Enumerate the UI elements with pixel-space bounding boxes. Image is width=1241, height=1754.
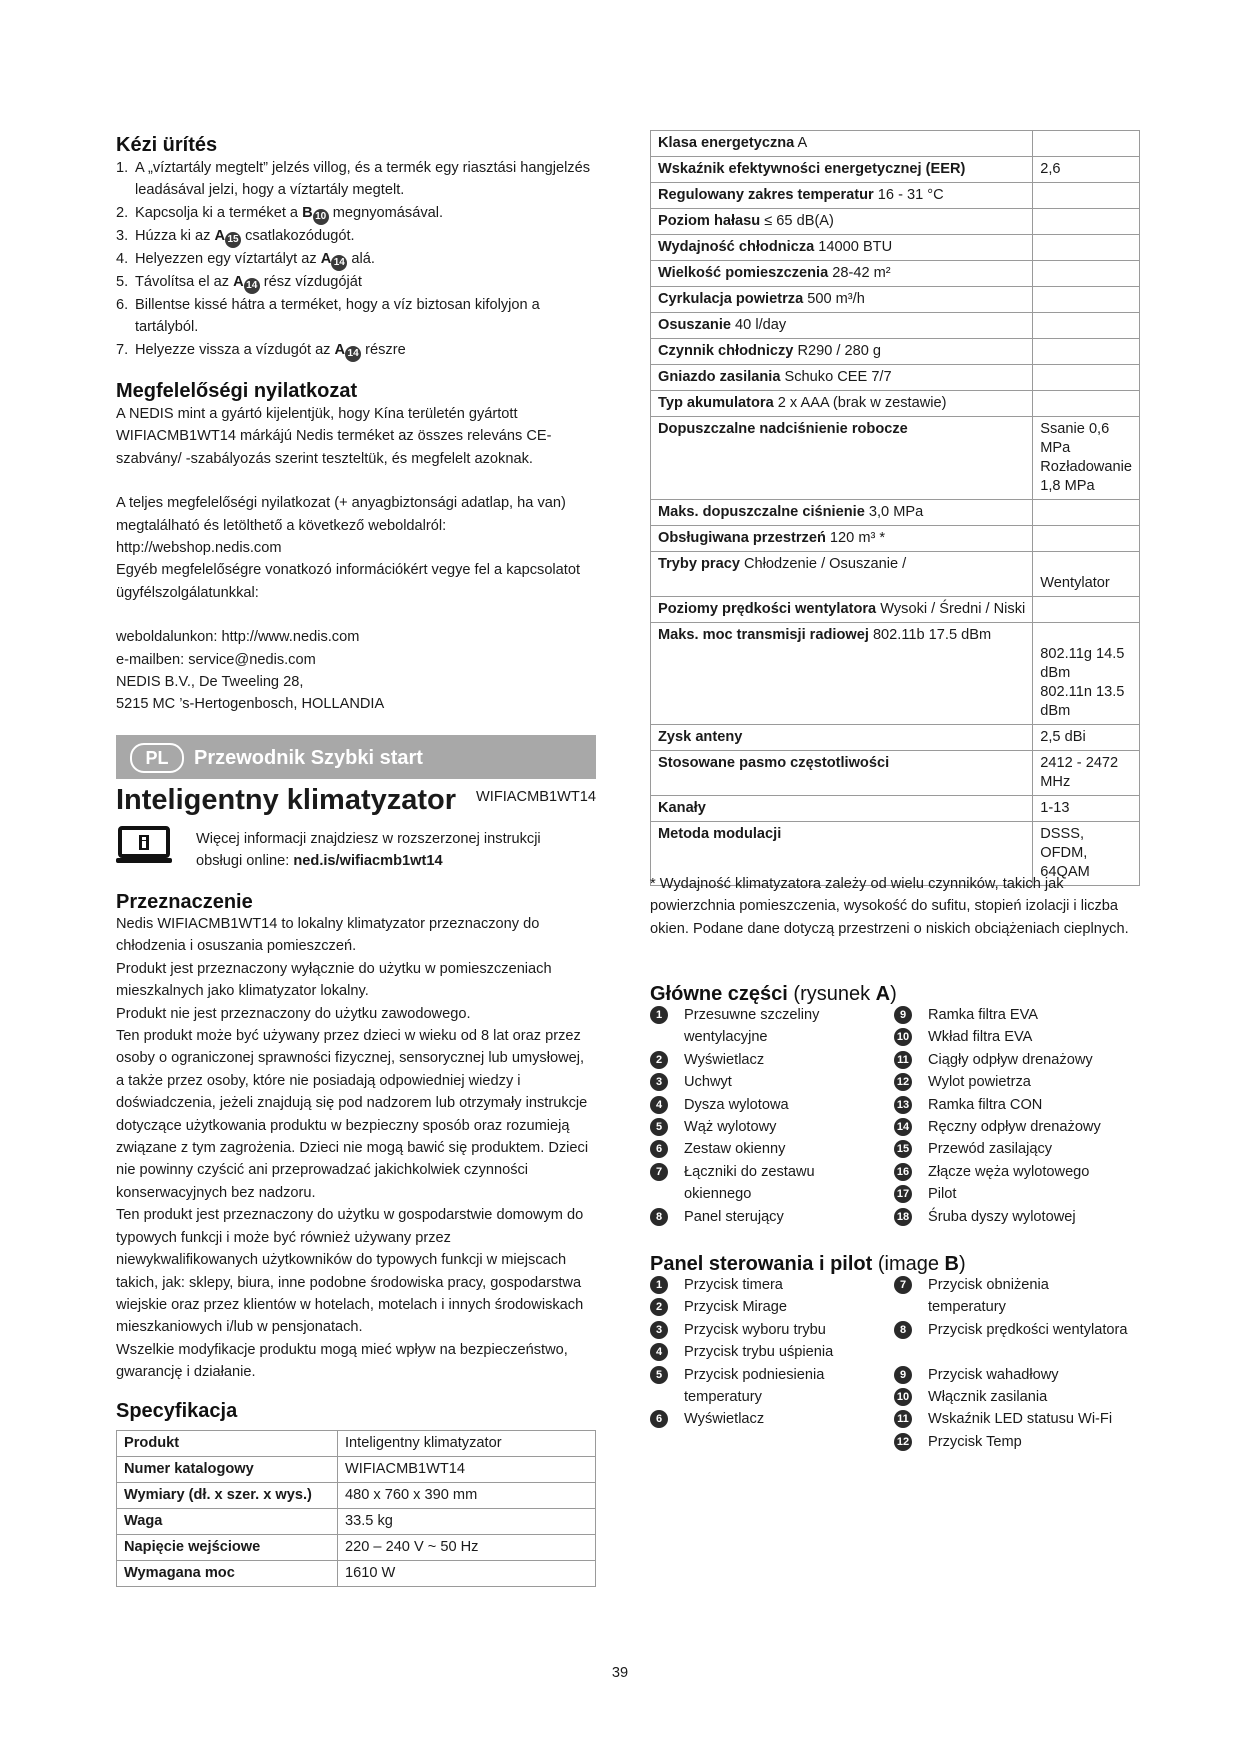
panel-label: Przycisk obniżenia temperatury [928,1277,1049,1316]
spec-key-cell [651,751,1033,796]
spec-value [1033,131,1140,157]
spec-row [651,157,1140,183]
parts-number: 14 [894,1118,912,1136]
parts-label: Ramka filtra CON [928,1096,1043,1113]
step-text: Kapcsolja ki a terméket a [135,204,303,221]
spec-value: 2,5 dBi [1033,725,1140,751]
spec-inline-value: 28-42 m² [828,265,891,281]
panel-number: 1 [650,1276,668,1294]
parts-title [650,982,1130,1006]
step-ref-number: 15 [225,232,241,248]
parts-number: 1 [650,1006,668,1024]
parts-number: 2 [650,1051,668,1069]
parts-number: 12 [894,1073,912,1091]
parts-number: 17 [894,1185,912,1203]
step-ref-number: 14 [331,255,347,271]
step-ref-letter: A [233,273,244,290]
spec-key: Tryby pracy [658,556,740,572]
parts-title-ref-end: ) [890,983,897,1005]
spec-key: Typ akumulatora [658,395,774,411]
panel-title-ref-end: ) [959,1253,966,1275]
spec-value [1033,261,1140,287]
parts-label: Śruba dyszy wylotowej [928,1208,1076,1225]
conformity-title: Megfelelőségi nyilatkozat [116,380,358,402]
step-text-end: megnyomásával. [328,204,444,221]
spec-key: Wymagana moc [117,1561,338,1587]
online-info-line [196,850,596,872]
parts-label: Przewód zasilający [928,1141,1053,1158]
step-text-end: részre [361,341,406,358]
banner-title: Przewodnik Szybki start [194,747,423,769]
spec-inline-value: 40 l/day [731,317,787,333]
product-title: Inteligentny klimatyzator [116,784,457,816]
spec-key-cell [651,597,1033,623]
spec-key-cell [651,287,1033,313]
spec-inline-value: 3,0 MPa [864,504,924,520]
spec-row [651,183,1140,209]
spec-value [1033,183,1140,209]
spec-row [651,261,1140,287]
spec-row [117,1431,596,1457]
laptop-info-icon [116,826,172,866]
online-info [196,828,596,873]
spec-row [651,597,1140,623]
parts-number: 7 [650,1163,668,1181]
purpose-title: Przeznaczenie [116,891,253,913]
parts-number: 18 [894,1208,912,1226]
spec-row [117,1535,596,1561]
step-item [116,271,596,294]
spec-key-cell [651,526,1033,552]
panel-label: Wskaźnik LED statusu Wi-Fi [928,1411,1113,1428]
panel-number: 3 [650,1321,668,1339]
spec-inline-value: 14000 BTU [814,239,893,255]
spec-key: Poziomy prędkości wentylatora [658,601,877,617]
spec-value: 1610 W [338,1561,596,1587]
spec-row [651,313,1140,339]
parts-label: Zestaw okienny [684,1141,786,1158]
language-banner [116,735,596,779]
spec-key: Wielkość pomieszczenia [658,265,829,281]
spec-key: Cyrkulacja powietrza [658,291,804,307]
spec-row [651,417,1140,500]
spec-key: Stosowane pasmo częstotliwości [658,755,890,771]
parts-number: 3 [650,1073,668,1091]
panel-number: 10 [894,1388,912,1406]
purpose-text: Nedis WIFIACMB1WT14 to lokalny klimatyzator przeznaczony do chłodzenia i osuszania pomieszczeń. Produkt jest przeznaczony wyłącznie do użytku w pomieszczeniach mieszkalnych jako klimatyzator lokalny. Produkt nie jest przeznaczony do użytku zawodowego. Ten produkt może być używany przez dzieci w wieku od 8 lat oraz przez osoby o ograniczonej sprawności fizycznej, sensorycznej lub umysłowej, a także przez osoby, które nie posiadają odpowiedniej wiedzy i doświadczenia, jeżeli znajdują się pod nadzorem lub otrzymały instrukcje dotyczące użytkowania produktu w bezpieczny sposób oraz rozumieją związane z tym zagrożenia. Dzieci nie mogą bawić się produktem. Dzieci nie powinny czyścić ani przeprowadzać jakichkolwiek czynności konserwacyjnych bez nadzoru. Ten produkt jest przeznaczony do użytku w gospodarstwie domowym do typowych funkcji i może być również używany przez niewykwalifikowanych użytkowników do typowych funkcji w miejscach takich, jak: sklepy, biura, inne podobne środowiska pracy, gospodarstwa wiejskie oraz przez klientów w hotelach, motelach i innych środowiskach mieszkaniowych i/lub w pensjonatach. Wszelkie modyfikacje produktu mogą mieć wpływ na bezpieczeństwo, gwarancję i działanie. [116,916,589,1381]
spec-key-cell [651,391,1033,417]
spec-value [1033,339,1140,365]
spec-key-cell [651,417,1033,500]
parts-number: 16 [894,1163,912,1181]
step-text: Helyezzen egy víztartályt az [135,250,321,267]
spec-row [651,339,1140,365]
spec-value: Wentylator [1033,552,1140,597]
contact-web[interactable]: weboldalunkon: http://www.nedis.com [116,629,360,646]
spec-value: 2412 - 2472 MHz [1033,751,1140,796]
panel-number: 8 [894,1321,912,1339]
manual-drain-steps [116,157,596,362]
spec-key-cell [651,796,1033,822]
step-number: 7. [116,341,129,358]
spec-key-cell [651,500,1033,526]
parts-number: 8 [650,1208,668,1226]
spec-row [651,391,1140,417]
language-code: PL [130,743,184,773]
parts-label: Złącze węża wylotowego [928,1163,1090,1180]
contact-mail[interactable]: e-mailben: service@nedis.com [116,651,316,668]
spec-key-cell [651,131,1033,157]
step-item [116,157,596,202]
spec-key: Napięcie wejściowe [117,1535,338,1561]
spec-inline-value: R290 / 280 g [793,343,882,359]
parts-label: Uchwyt [684,1074,732,1091]
spec-inline-value: Schuko CEE 7/7 [780,369,892,385]
parts-number: 4 [650,1096,668,1114]
manual-drain-title: Kézi ürítés [116,134,218,156]
spec-key: Dopuszczalne nadciśnienie robocze [658,421,908,437]
spec-value: 480 x 760 x 390 mm [338,1483,596,1509]
spec-key: Wskaźnik efektywności energetycznej (EER) [658,161,966,177]
step-number: 5. [116,273,129,290]
spec-value [1033,209,1140,235]
spec-inline-value: ≤ 65 dB(A) [760,213,834,229]
spec-key-cell [651,261,1033,287]
parts-number: 6 [650,1140,668,1158]
step-text-end: alá. [347,250,375,267]
spec-row [651,287,1140,313]
spec-key: Produkt [117,1431,338,1457]
spec-key: Zysk anteny [658,729,743,745]
spec-key: Numer katalogowy [117,1457,338,1483]
step-ref-number: 14 [345,346,361,362]
panel-title [650,1252,1130,1276]
step-ref-letter: A [334,341,346,358]
parts-label: Ręczny odpływ drenażowy [928,1119,1101,1135]
spec-key-cell [651,157,1033,183]
step-number: 3. [116,227,129,244]
online-info-line: Więcej informacji znajdziesz w rozszerzonej instrukcji [196,831,541,847]
panel-title-text: Panel sterowania i pilot [650,1253,873,1275]
step-item [116,225,596,248]
panel-number: 12 [894,1433,912,1451]
spec-key: Kanały [658,800,706,816]
spec-inline-value: 2 x AAA (brak w zestawie) [773,395,947,411]
step-item [116,248,596,271]
spec-value [1033,391,1140,417]
spec-title: Specyfikacja [116,1400,238,1422]
panel-number: 11 [894,1410,912,1428]
spec-key: Wymiary (dł. x szer. x wys.) [117,1483,338,1509]
spec-table [116,1430,596,1587]
panel-label: Przycisk timera [684,1277,783,1293]
step-number: 6. [116,296,129,313]
step-ref-letter: A [320,250,332,267]
spec-key-cell [651,623,1033,725]
step-number: 4. [116,250,129,267]
step-ref-number: 10 [313,209,329,225]
parts-number: 10 [894,1028,912,1046]
spec-key: Osuszanie [658,317,731,333]
spec-key: Czynnik chłodniczy [658,343,794,359]
spec-value: 33.5 kg [338,1509,596,1535]
spec-inline-value: Chłodzenie / Osuszanie / [739,556,907,572]
step-number: 2. [116,204,129,221]
parts-label: Ramka filtra EVA [928,1007,1039,1023]
spec-key-cell [651,365,1033,391]
contact-address: NEDIS B.V., De Tweeling 28, [116,674,304,691]
spec-value [1033,235,1140,261]
spec-row [651,751,1140,796]
panel-number: 6 [650,1410,668,1428]
panel-label: Przycisk trybu uśpienia [684,1344,834,1361]
spec-row [651,209,1140,235]
spec-table-extended [650,130,1140,886]
panel-label: Przycisk podniesienia temperatury [684,1366,825,1405]
spec-row [117,1483,596,1509]
spec-value [1033,526,1140,552]
panel-title-ref: (image [877,1253,945,1275]
spec-value: Inteligentny klimatyzator [338,1431,596,1457]
spec-key-cell [651,209,1033,235]
manual-link[interactable]: ned.is/wifiacmb1wt14 [293,853,443,870]
spec-row [117,1561,596,1587]
conformity-paragraph: Egyéb megfelelőségre vonatkozó információkért vegye fel a kapcsolatot ügyfélszolgálatunkkal: [116,562,581,601]
parts-label: Ciągły odpływ drenażowy [928,1051,1093,1068]
spec-value [1033,287,1140,313]
step-text: Billentse kissé hátra a terméket, hogy a víz biztosan kifolyjon a tartályból. [135,296,540,336]
spec-row [117,1509,596,1535]
spec-row [651,235,1140,261]
step-ref-letter: B [302,204,313,221]
spec-value: 802.11g 14.5 dBm 802.11n 13.5 dBm [1033,623,1140,725]
spec-key: Obsługiwana przestrzeń [658,530,826,546]
panel-label: Wyświetlacz [684,1411,765,1428]
panel-number: 4 [650,1343,668,1361]
parts-title-ref: (rysunek [793,983,876,1005]
spec-key: Wydajność chłodnicza [658,239,815,255]
spec-key-cell [651,183,1033,209]
parts-label: Wylot powietrza [928,1074,1031,1091]
parts-title-text: Główne części [650,983,788,1005]
spec-value [1033,365,1140,391]
parts-number: 13 [894,1096,912,1114]
spec-key-cell [651,339,1033,365]
spec-value: 1-13 [1033,796,1140,822]
spec-row [651,526,1140,552]
conformity-text [116,403,596,716]
conformity-paragraph: A teljes megfelelőségi nyilatkozat (+ anyagbiztonsági adatlap, ha van) megtalálható és letölthető a következő weboldalról: http://webshop.nedis.com [116,495,566,557]
spec-key-cell [651,552,1033,597]
parts-number: 15 [894,1140,912,1158]
spec-footnote: * Wydajność klimatyzatora zależy od wielu czynników, takich jak powierzchnia pomieszczenia, wysokość do sufitu, stopień izolacji i liczba okien. Podane dane dotyczą przestrzeni o niskich obciążeniach cieplnych. [650,876,1129,937]
spec-inline-value: 120 m³ * [825,530,886,546]
spec-key: Poziom hałasu [658,213,761,229]
contact-address: 5215 MC ’s-Hertogenbosch, HOLLANDIA [116,696,385,713]
step-item [116,339,596,362]
parts-title-letter: A [875,983,891,1005]
step-number: 1. [116,160,129,176]
spec-row [651,500,1140,526]
panel-list [650,1274,1130,1454]
parts-label: Wyświetlacz [684,1051,765,1068]
spec-value: 2,6 [1033,157,1140,183]
spec-row [651,623,1140,725]
spec-value: 220 – 240 V ~ 50 Hz [338,1535,596,1561]
panel-title-letter: B [944,1253,959,1275]
panel-label: Włącznik zasilania [928,1389,1048,1405]
parts-list [650,1004,1130,1230]
panel-number: 5 [650,1366,668,1384]
spec-key: Gniazdo zasilania [658,369,781,385]
step-ref-letter: A [214,227,226,244]
spec-value [1033,597,1140,623]
spec-value [1033,500,1140,526]
spec-key-cell [651,313,1033,339]
parts-number: 5 [650,1118,668,1136]
spec-key: Metoda modulacji [658,826,782,842]
panel-label: Przycisk prędkości wentylatora [928,1321,1128,1338]
step-text: A „víztartály megtelt” jelzés villog, és a termék egy riasztási hangjelzés leadásával jelzi, hogy a víztartály megtelt. [135,160,591,199]
online-info-text: obsługi online: [196,853,294,870]
spec-key: Maks. moc transmisji radiowej [658,627,869,643]
step-text: Helyezze vissza a vízdugót az [135,341,335,358]
spec-value: DSSS, OFDM, 64QAM [1033,822,1140,886]
step-text: Távolítsa el az [135,273,234,290]
panel-label: Przycisk wahadłowy [928,1366,1059,1383]
spec-value: Ssanie 0,6 MPa Rozładowanie 1,8 MPa [1033,417,1140,500]
spec-row [651,796,1140,822]
panel-number: 2 [650,1298,668,1316]
step-text-end: csatlakozódugót. [241,227,355,244]
parts-label: Panel sterujący [684,1208,784,1225]
panel-label: Przycisk wyboru trybu [684,1321,826,1338]
spec-row [651,131,1140,157]
step-text: Húzza ki az [135,227,215,244]
parts-number: 11 [894,1051,912,1069]
step-text-end: rész vízdugóját [259,273,362,290]
parts-label: Pilot [928,1186,957,1203]
spec-row [651,365,1140,391]
step-ref-number: 14 [244,278,260,294]
parts-label: Łączniki do zestawu okiennego [684,1163,815,1203]
spec-row [117,1457,596,1483]
spec-value [1033,313,1140,339]
step-item [116,294,596,339]
spec-row [651,552,1140,597]
spec-value: WIFIACMB1WT14 [338,1457,596,1483]
parts-label: Wąż wylotowy [684,1119,777,1135]
spec-key: Regulowany zakres temperatur [658,187,874,203]
parts-number: 9 [894,1006,912,1024]
panel-number: 7 [894,1276,912,1294]
spec-inline-value: 16 - 31 °C [873,187,944,203]
conformity-paragraph: A NEDIS mint a gyártó kijelentjük, hogy Kína területén gyártott WIFIACMB1WT14 márkájú Nedis terméket az összes releváns CE-szabvány/ -szabályozás szerint teszteltük, és megfelelt azoknak. [116,406,552,467]
spec-key-cell [651,725,1033,751]
step-item [116,202,596,225]
spec-key: Maks. dopuszczalne ciśnienie [658,504,865,520]
parts-label: Wkład filtra EVA [928,1029,1033,1046]
panel-label: Przycisk Temp [928,1433,1022,1450]
spec-key: Waga [117,1509,338,1535]
parts-label: Przesuwne szczeliny wentylacyjne [684,1007,820,1046]
spec-row [651,725,1140,751]
spec-key-cell [651,235,1033,261]
spec-inline-value: 802.11b 17.5 dBm [868,627,992,643]
panel-number: 9 [894,1366,912,1384]
page-number: 39 [611,1665,629,1681]
spec-inline-value: Wysoki / Średni / Niski [876,601,1026,617]
spec-key: Klasa energetyczna [658,135,795,151]
spec-inline-value: 500 m³/h [803,291,865,307]
parts-label: Dysza wylotowa [684,1096,789,1113]
panel-label: Przycisk Mirage [684,1299,787,1316]
product-model: WIFIACMB1WT14 [476,789,596,805]
spec-inline-value: A [794,135,808,151]
